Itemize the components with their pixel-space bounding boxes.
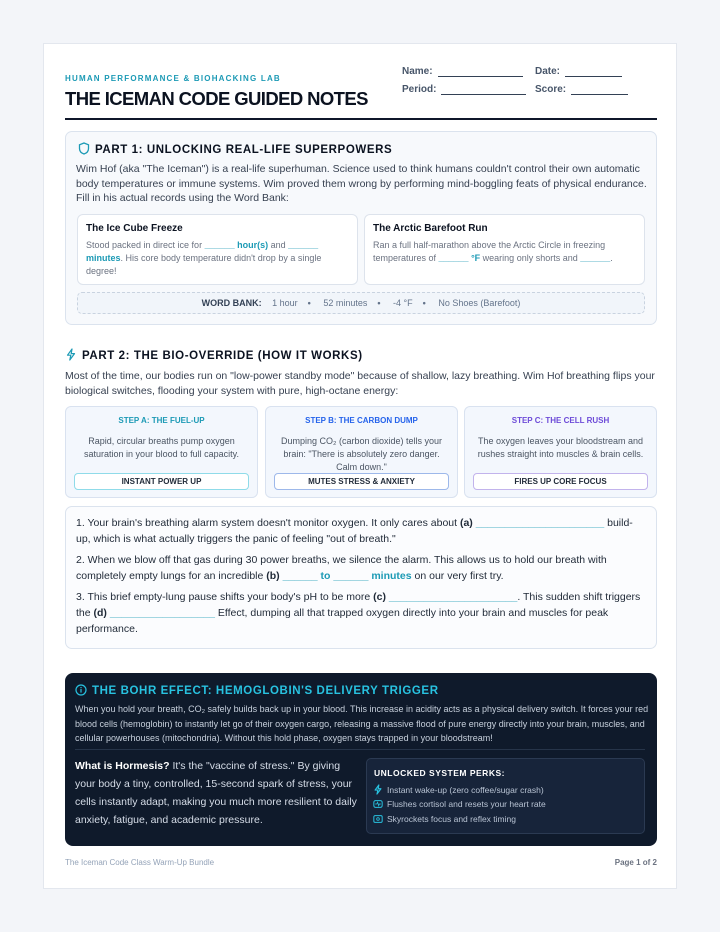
blank-a[interactable]: ______________________ [472, 517, 605, 529]
perk-item: Skyrockets focus and reflex timing [373, 814, 516, 824]
part1-intro: Wim Hof (aka "The Iceman") is a real-life superhuman. Science used to think humans couldn't control their own automatic body temperatures or immune systems. Wim proved them wrong by performing mind-boggling feats of physical endurance. Fill in his actual records using the Word Bank: [76, 163, 647, 204]
perks-box [366, 758, 645, 834]
step-card-a [65, 406, 258, 498]
blank-temperature[interactable]: ______ °F [438, 253, 481, 263]
step-card-c [464, 406, 657, 498]
word-bank-item: 52 minutes [323, 298, 368, 308]
record-card-run [364, 214, 645, 285]
score-field[interactable]: Score: [535, 84, 628, 95]
step-title: STEP B: THE CARBON DUMP [305, 416, 418, 425]
step-desc: The oxygen leaves your bloodstream and rushes straight into muscles & brain cells. [477, 436, 644, 459]
step-pill: INSTANT POWER UP [74, 473, 249, 490]
question-2: 2. When we blow off that gas during 30 power breaths, we silence the alarm. This allows us to hold our breath with completely empty lungs for an incredible (b) ______ to ______ minutes on our very first try. [76, 554, 607, 582]
page-number: Page 1 of 2 [614, 858, 657, 867]
page-title: THE ICEMAN CODE GUIDED NOTES [65, 88, 368, 109]
word-bank-item: -4 °F [393, 298, 413, 308]
perks-title: UNLOCKED SYSTEM PERKS: [374, 768, 505, 778]
footer-title: The Iceman Code Class Warm-Up Bundle [65, 858, 215, 867]
blank-footwear[interactable]: ______ [580, 253, 611, 263]
blank-b[interactable]: ______ to ______ minutes [279, 570, 412, 582]
name-field[interactable]: Name: [402, 66, 523, 77]
step-desc: Rapid, circular breaths pump oxygen saturation in your blood to full capacity. [84, 436, 239, 459]
step-desc: Dumping CO₂ (carbon dioxide) tells your brain: "There is absolutely zero danger. Calm down." [280, 436, 443, 472]
lightning-icon [65, 348, 77, 361]
footer [65, 858, 657, 867]
part2-heading: PART 2: THE BIO-OVERRIDE (HOW IT WORKS) [65, 348, 363, 362]
step-card-b [265, 406, 458, 498]
step-pill: MUTES STRESS & ANXIETY [274, 473, 449, 490]
word-bank: WORD BANK: 1 hour • 52 minutes • -4 °F • No Shoes (Barefoot) [77, 292, 645, 314]
part1-heading: PART 1: UNLOCKING REAL-LIFE SUPERPOWERS [78, 142, 392, 156]
perk-item: Flushes cortisol and resets your heart rate [373, 799, 546, 809]
part1-section [65, 131, 657, 325]
questions-box [65, 506, 657, 649]
part2-intro: Most of the time, our bodies run on "low-power standby mode" because of shallow, lazy breathing. Wim Hof breathing flips your biological switches, flooding your system with pure, high-octane energy: [65, 370, 655, 397]
heart-rate-icon [373, 799, 383, 809]
period-field[interactable]: Period: [402, 84, 526, 95]
card-title: The Ice Cube Freeze [86, 223, 183, 234]
word-bank-item: 1 hour [272, 298, 298, 308]
date-field[interactable]: Date: [535, 66, 622, 77]
perk-item: Instant wake-up (zero coffee/sugar crash) [373, 784, 544, 795]
bohr-heading: THE BOHR EFFECT: HEMOGLOBIN'S DELIVERY TRIGGER [75, 684, 439, 697]
step-pill: FIRES UP CORE FOCUS [473, 473, 648, 490]
question-1: 1. Your brain's breathing alarm system doesn't monitor oxygen. It only cares about (a) ______________________ build-up, which is what actually triggers the panic of feeling "out of breath." [76, 517, 633, 545]
lab-label: HUMAN PERFORMANCE & BIOHACKING LAB [65, 74, 281, 83]
blank-d[interactable]: __________________ [106, 607, 215, 619]
shield-icon [78, 142, 90, 155]
bohr-body: When you hold your breath, CO₂ safely builds back up in your blood. This increase in acidity acts as a physical delivery switch. It forces your red blood cells (hemoglobin) to instantly let go of their oxygen cargo, releasing a massive flood of pure energy directly into your brain, muscles, and cellular powerhouses (mitochondria). Without this hold phase, oxygen stays trapped in your bloodstream! [75, 704, 649, 743]
card-text: Ran a full half-marathon above the Arctic Circle in freezing temperatures of ______ °F wearing only shorts and ______. [373, 240, 613, 263]
target-icon [373, 814, 383, 824]
worksheet-page [43, 43, 677, 889]
record-card-ice [77, 214, 358, 285]
step-title: STEP C: THE CELL RUSH [511, 416, 610, 425]
step-title: STEP A: THE FUEL-UP [118, 416, 205, 425]
blank-hours[interactable]: ______ hour(s) [204, 240, 269, 250]
blank-c[interactable]: ______________________ [385, 591, 518, 603]
header-rule [65, 118, 657, 120]
card-title: The Arctic Barefoot Run [373, 223, 488, 234]
hormesis-text: What is Hormesis? It's the "vaccine of stress." By giving your body a tiny, controlled, 15-second spark of stress, your cells instantly adapt, making you much more resilient to daily anxiety, fatigue, and academic pressure. [75, 760, 357, 826]
word-bank-item: No Shoes (Barefoot) [438, 298, 521, 308]
card-text: Stood packed in direct ice for ______ hour(s) and ______ minutes. His core body temperature didn't drop by a single degree! [86, 240, 322, 276]
lightning-icon [373, 784, 383, 795]
question-3: 3. This brief empty-lung pause shifts your body's pH to be more (c) ______________________. This sudden shift triggers the (d) __________________ Effect, dumping all that trapped oxygen directly into your brain and muscles for peak performance. [76, 591, 641, 635]
blank-minutes[interactable]: ______ minutes [86, 240, 319, 263]
bohr-effect-panel [65, 673, 657, 846]
info-icon [75, 684, 87, 696]
divider [75, 749, 645, 750]
